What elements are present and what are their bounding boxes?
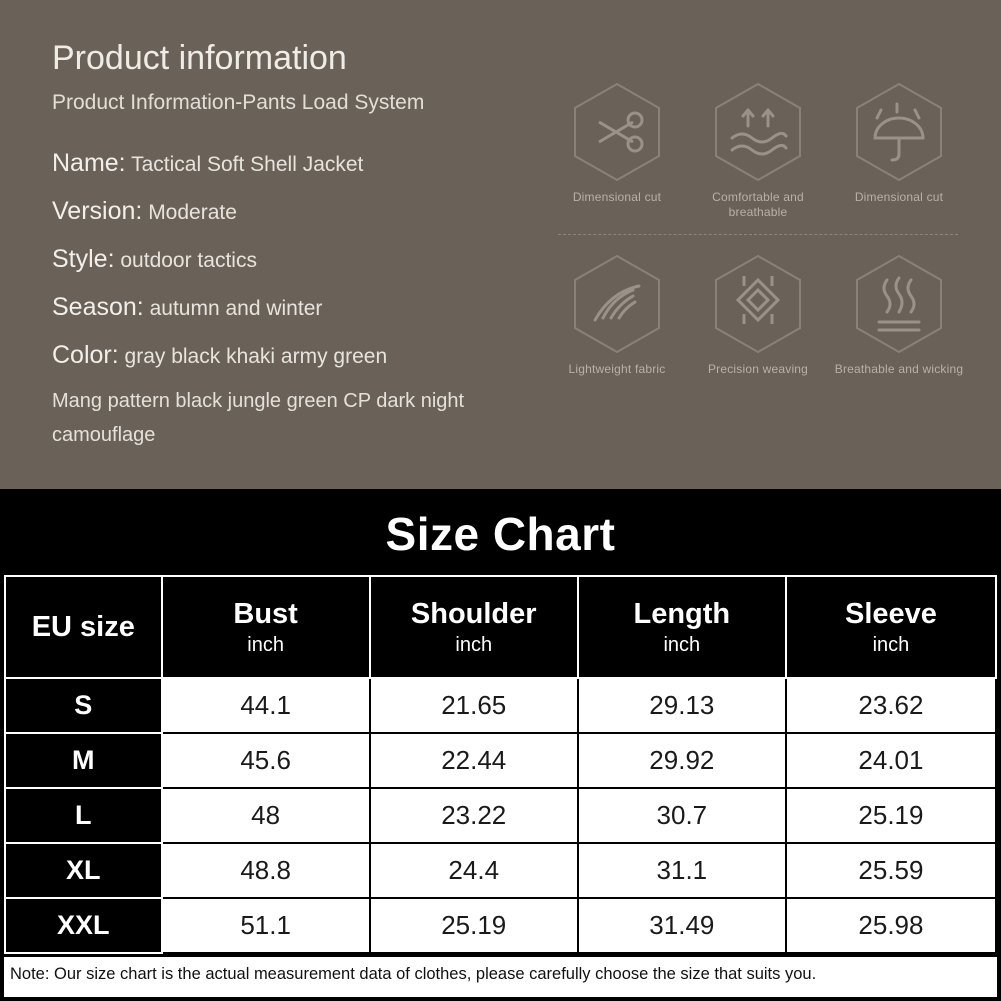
feather-icon <box>569 252 665 356</box>
cell-s-shoulder: 21.65 <box>370 678 578 733</box>
header-sleeve <box>786 576 996 678</box>
cell-xxl-sleeve: 25.98 <box>786 898 996 953</box>
product-information-text-block <box>52 36 552 452</box>
cell-l-shoulder: 23.22 <box>370 788 578 843</box>
cell-l-bust: 48 <box>162 788 370 843</box>
header-sleeve-unit: inch <box>872 634 910 656</box>
feature-precision-weaving <box>689 252 827 377</box>
header-shoulder-label: Shoulder <box>410 598 537 630</box>
cell-xl-shoulder: 24.4 <box>370 843 578 898</box>
spec-value-style: outdoor tactics <box>120 249 257 272</box>
cell-xxl-shoulder: 25.19 <box>370 898 578 953</box>
size-chart-section <box>0 489 1001 1001</box>
spec-value-color: gray black khaki army green <box>124 345 388 368</box>
row-size-xl: XL <box>5 843 162 898</box>
feature-label: Lightweight fabric <box>568 362 666 376</box>
cell-l-length: 30.7 <box>578 788 786 843</box>
header-length-label: Length <box>633 598 731 630</box>
cell-xxl-length: 31.49 <box>578 898 786 953</box>
feature-row-bottom <box>548 252 968 377</box>
size-chart-title: Size Chart <box>4 493 997 575</box>
feature-row-top <box>548 80 968 220</box>
cell-l-sleeve: 25.19 <box>786 788 996 843</box>
umbrella-rain-icon <box>851 80 947 184</box>
row-size-l: L <box>5 788 162 843</box>
header-length-unit: inch <box>663 634 701 656</box>
spec-label-style: Style: <box>52 245 115 273</box>
feature-icon-grid <box>548 80 968 377</box>
cell-m-bust: 45.6 <box>162 733 370 788</box>
feature-breathable-wicking <box>830 252 968 377</box>
feature-comfortable-breathable <box>689 80 827 220</box>
spec-row-season <box>52 284 552 332</box>
feature-label: Dimensional cut <box>572 190 662 204</box>
feature-dimensional-cut <box>548 80 686 205</box>
page-subtitle: Product Information-Pants Load System <box>52 91 425 114</box>
cell-xl-length: 31.1 <box>578 843 786 898</box>
spec-row-color <box>52 332 552 380</box>
spec-row-name <box>52 140 552 188</box>
feature-divider <box>558 234 958 236</box>
spec-label-season: Season: <box>52 293 144 321</box>
spec-label-color: Color: <box>52 341 119 369</box>
header-shoulder <box>370 576 578 678</box>
feature-label: Comfortable and breathable <box>712 190 804 219</box>
size-chart-note: Note: Our size chart is the actual measurement data of clothes, please carefully choose the size that suits you. <box>4 954 997 989</box>
feature-label: Precision weaving <box>707 362 809 376</box>
cell-s-length: 29.13 <box>578 678 786 733</box>
cell-m-sleeve: 24.01 <box>786 733 996 788</box>
header-eu-size: EU size <box>5 576 162 678</box>
table-row <box>5 898 996 953</box>
header-shoulder-unit: inch <box>455 634 493 656</box>
header-bust-unit: inch <box>247 634 284 656</box>
header-bust <box>162 576 370 678</box>
row-size-s: S <box>5 678 162 733</box>
header-bust-label: Bust <box>233 598 298 630</box>
product-information-panel <box>0 0 1001 489</box>
table-header-row <box>5 576 996 678</box>
spec-value-season: autumn and winter <box>149 297 323 320</box>
spec-label-name: Name: <box>52 149 126 177</box>
color-extra-line: Mang pattern black jungle green CP dark night camouflage <box>52 390 465 446</box>
table-row <box>5 678 996 733</box>
table-row <box>5 788 996 843</box>
cell-xl-sleeve: 25.59 <box>786 843 996 898</box>
row-size-xxl: XXL <box>5 898 162 953</box>
spec-label-version: Version: <box>52 197 143 225</box>
weave-knot-icon <box>710 252 806 356</box>
cell-s-bust: 44.1 <box>162 678 370 733</box>
scissors-icon <box>569 80 665 184</box>
table-row <box>5 843 996 898</box>
table-row <box>5 733 996 788</box>
row-size-m: M <box>5 733 162 788</box>
header-sleeve-label: Sleeve <box>844 598 937 630</box>
size-chart-table <box>4 575 997 954</box>
cell-m-length: 29.92 <box>578 733 786 788</box>
spec-value-name: Tactical Soft Shell Jacket <box>131 153 364 176</box>
size-chart-header <box>5 576 996 678</box>
cell-xxl-bust: 51.1 <box>162 898 370 953</box>
spec-row-style <box>52 236 552 284</box>
spec-value-version: Moderate <box>148 201 237 224</box>
feature-lightweight-fabric <box>548 252 686 377</box>
cell-s-sleeve: 23.62 <box>786 678 996 733</box>
breathable-waves-icon <box>710 80 806 184</box>
spec-row-version <box>52 188 552 236</box>
feature-waterproof <box>830 80 968 205</box>
feature-label: Breathable and wicking <box>834 362 964 376</box>
size-chart-body <box>5 678 996 953</box>
page-title: Product information <box>52 39 347 77</box>
cell-xl-bust: 48.8 <box>162 843 370 898</box>
header-length <box>578 576 786 678</box>
cell-m-shoulder: 22.44 <box>370 733 578 788</box>
feature-label: Dimensional cut <box>854 190 944 204</box>
steam-lines-icon <box>851 252 947 356</box>
